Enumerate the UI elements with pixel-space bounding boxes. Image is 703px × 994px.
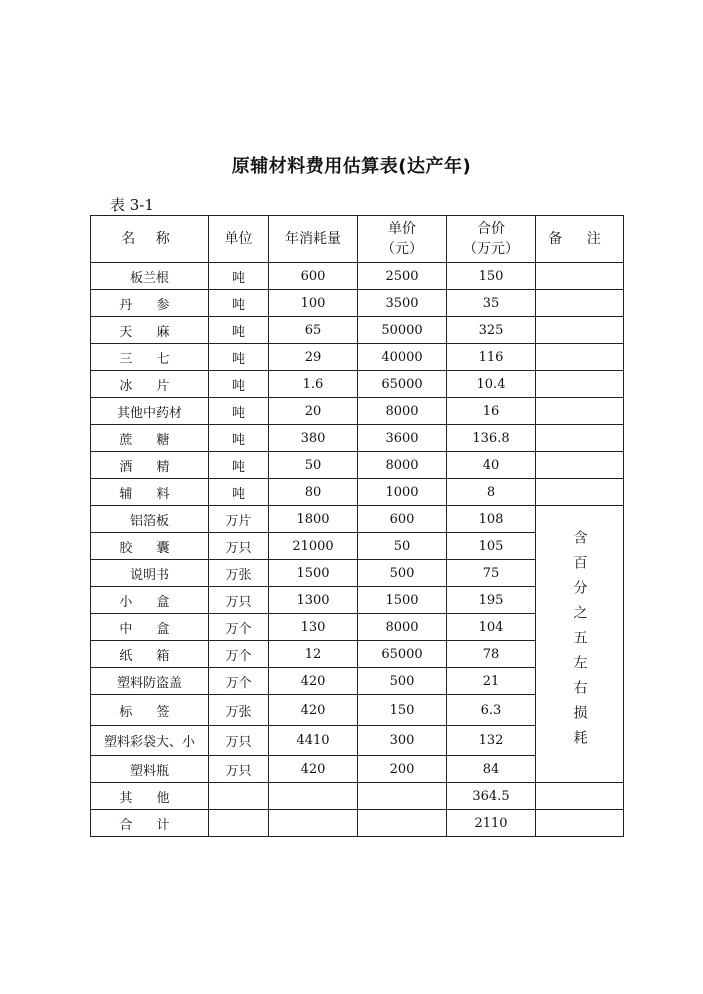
cell-price: 65000 [358, 371, 447, 398]
cell-unit: 万只 [209, 533, 269, 560]
cell-name: 丹 参 [91, 290, 209, 317]
cell-unit [209, 810, 269, 837]
cell-annual-use: 420 [269, 756, 358, 783]
table-row [91, 506, 624, 533]
cell-price: 8000 [358, 452, 447, 479]
cell-total: 21 [447, 668, 536, 695]
cell-name: 冰 片 [91, 371, 209, 398]
cell-name: 塑料防盗盖 [91, 668, 209, 695]
cell-annual-use: 1.6 [269, 371, 358, 398]
cell-total: 108 [447, 506, 536, 533]
cell-price [358, 810, 447, 837]
cell-price: 50 [358, 533, 447, 560]
cell-name: 天 麻 [91, 317, 209, 344]
cell-annual-use: 50 [269, 452, 358, 479]
cell-total: 75 [447, 560, 536, 587]
cell-price: 150 [358, 695, 447, 726]
cell-annual-use: 420 [269, 668, 358, 695]
cell-annual-use: 29 [269, 344, 358, 371]
cell-remark [536, 398, 624, 425]
cell-unit: 万张 [209, 560, 269, 587]
table-row [91, 398, 624, 425]
cell-annual-use: 1300 [269, 587, 358, 614]
header-row [91, 216, 624, 263]
loss-note-cell [536, 506, 624, 783]
cell-annual-use [269, 810, 358, 837]
cell-price: 600 [358, 506, 447, 533]
cell-total: 325 [447, 317, 536, 344]
cell-unit: 吨 [209, 290, 269, 317]
cell-remark [536, 371, 624, 398]
header-unit: 单位 [209, 216, 269, 263]
cell-total: 40 [447, 452, 536, 479]
cell-price: 500 [358, 560, 447, 587]
header-annual-use: 年消耗量 [269, 216, 358, 263]
cell-name: 胶 囊 [91, 533, 209, 560]
cell-annual-use: 21000 [269, 533, 358, 560]
cell-name: 塑料彩袋大、小 [91, 726, 209, 756]
table-row [91, 452, 624, 479]
cell-annual-use: 12 [269, 641, 358, 668]
cell-price: 2500 [358, 263, 447, 290]
cell-name: 纸 箱 [91, 641, 209, 668]
cell-name: 蔗 糖 [91, 425, 209, 452]
cell-remark [536, 290, 624, 317]
cell-unit: 吨 [209, 344, 269, 371]
cell-price: 500 [358, 668, 447, 695]
cell-total: 105 [447, 533, 536, 560]
cell-name: 辅 料 [91, 479, 209, 506]
cell-name: 小 盒 [91, 587, 209, 614]
table-row [91, 479, 624, 506]
loss-note: 含百分之五左右损耗 [571, 529, 588, 755]
cell-annual-use: 100 [269, 290, 358, 317]
cell-annual-use: 130 [269, 614, 358, 641]
cell-total: 104 [447, 614, 536, 641]
table-row [91, 290, 624, 317]
cell-annual-use: 4410 [269, 726, 358, 756]
cell-total: 150 [447, 263, 536, 290]
table-row [91, 371, 624, 398]
cell-price: 200 [358, 756, 447, 783]
cell-annual-use: 1800 [269, 506, 358, 533]
cell-annual-use: 20 [269, 398, 358, 425]
cell-annual-use: 80 [269, 479, 358, 506]
cell-unit: 吨 [209, 398, 269, 425]
cell-total: 6.3 [447, 695, 536, 726]
cell-price: 1500 [358, 587, 447, 614]
cell-name: 三 七 [91, 344, 209, 371]
total-row [91, 810, 624, 837]
cell-unit: 吨 [209, 371, 269, 398]
cell-remark [536, 425, 624, 452]
cell-name: 铝箔板 [91, 506, 209, 533]
cell-annual-use: 420 [269, 695, 358, 726]
cell-price: 65000 [358, 641, 447, 668]
cell-name: 说明书 [91, 560, 209, 587]
header-unit-price: 单价 （元） [358, 216, 447, 263]
header-remark: 备 注 [536, 216, 624, 263]
cell-remark [536, 810, 624, 837]
cell-total: 2110 [447, 810, 536, 837]
header-total-price: 合价 （万元） [447, 216, 536, 263]
cell-remark [536, 452, 624, 479]
cell-total: 364.5 [447, 783, 536, 810]
cell-unit: 万片 [209, 506, 269, 533]
cell-price: 50000 [358, 317, 447, 344]
cell-annual-use: 380 [269, 425, 358, 452]
material-cost-table [90, 215, 624, 837]
table-row [91, 344, 624, 371]
cell-unit: 吨 [209, 263, 269, 290]
table-row [91, 425, 624, 452]
cell-total: 116 [447, 344, 536, 371]
cell-annual-use [269, 783, 358, 810]
cell-remark [536, 317, 624, 344]
cell-name: 合 计 [91, 810, 209, 837]
cell-total: 195 [447, 587, 536, 614]
table-row [91, 263, 624, 290]
cell-total: 8 [447, 479, 536, 506]
cell-total: 132 [447, 726, 536, 756]
cell-name: 其他中药材 [91, 398, 209, 425]
cell-remark [536, 479, 624, 506]
cell-unit: 万张 [209, 695, 269, 726]
cell-unit: 吨 [209, 317, 269, 344]
cell-unit: 万个 [209, 614, 269, 641]
table-row [91, 317, 624, 344]
cell-unit: 万个 [209, 668, 269, 695]
cell-annual-use: 600 [269, 263, 358, 290]
cell-total: 136.8 [447, 425, 536, 452]
cell-name: 塑料瓶 [91, 756, 209, 783]
cell-unit: 万只 [209, 726, 269, 756]
cell-unit: 吨 [209, 479, 269, 506]
cell-name: 其 他 [91, 783, 209, 810]
cell-total: 78 [447, 641, 536, 668]
cell-unit: 万个 [209, 641, 269, 668]
table-title: 原辅材料费用估算表(达产年) [231, 156, 472, 177]
cell-total: 84 [447, 756, 536, 783]
cell-unit [209, 783, 269, 810]
cell-annual-use: 1500 [269, 560, 358, 587]
cell-name: 标 签 [91, 695, 209, 726]
cell-price: 40000 [358, 344, 447, 371]
header-name: 名 称 [91, 216, 209, 263]
cell-price: 1000 [358, 479, 447, 506]
cell-price: 8000 [358, 398, 447, 425]
cell-name: 板兰根 [91, 263, 209, 290]
cell-remark [536, 263, 624, 290]
cell-unit: 吨 [209, 452, 269, 479]
cell-price: 300 [358, 726, 447, 756]
cell-price: 3600 [358, 425, 447, 452]
cell-annual-use: 65 [269, 317, 358, 344]
cell-unit: 吨 [209, 425, 269, 452]
cell-total: 35 [447, 290, 536, 317]
table-row [91, 783, 624, 810]
cell-price: 3500 [358, 290, 447, 317]
table-number: 表 3-1 [110, 196, 154, 214]
cell-unit: 万只 [209, 756, 269, 783]
cell-remark [536, 344, 624, 371]
cell-price [358, 783, 447, 810]
cell-name: 酒 精 [91, 452, 209, 479]
cell-price: 8000 [358, 614, 447, 641]
cell-total: 10.4 [447, 371, 536, 398]
cell-unit: 万只 [209, 587, 269, 614]
cell-total: 16 [447, 398, 536, 425]
cell-remark [536, 783, 624, 810]
cell-name: 中 盒 [91, 614, 209, 641]
